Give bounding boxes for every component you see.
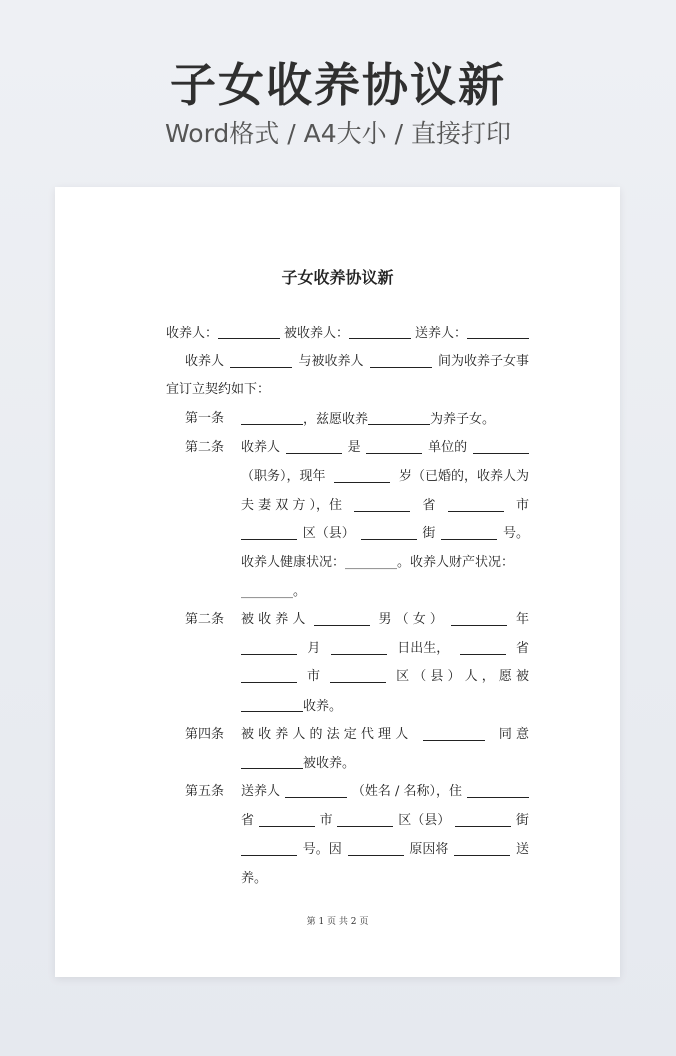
article-3-line-1: 被 收 养 人 男 （ 女 ） 年 xyxy=(241,612,529,627)
blank[interactable] xyxy=(354,497,410,512)
hero-title: 子女收养协议新 xyxy=(170,58,506,112)
blank[interactable] xyxy=(241,841,297,856)
blank[interactable] xyxy=(285,783,347,798)
blank[interactable] xyxy=(368,410,430,425)
blank[interactable] xyxy=(455,812,511,827)
blank[interactable] xyxy=(467,324,529,339)
article-2-line-1: 收养人 是 单位的 xyxy=(241,439,529,457)
parties-sender: 送养人： xyxy=(415,324,529,343)
document-body xyxy=(55,187,620,977)
blank[interactable] xyxy=(348,841,404,856)
blank[interactable] xyxy=(423,726,485,741)
article-5-line-4: 养。 xyxy=(241,871,268,886)
blank[interactable] xyxy=(286,439,342,454)
blank[interactable] xyxy=(241,668,297,683)
blank[interactable] xyxy=(467,783,529,798)
article-3-line-3: 市 区 （ 县 ） 人 ， 愿 被 xyxy=(241,668,529,686)
article-4-line-1: 被 收 养 人 的 法 定 代 理 人 同 意 xyxy=(241,727,529,742)
blank[interactable] xyxy=(451,611,507,626)
hero-subtitle: Word格式 / A4大小 / 直接打印 xyxy=(165,119,511,148)
blank[interactable] xyxy=(366,439,422,454)
article-3-line-4: 收养。 xyxy=(241,697,342,716)
blank[interactable] xyxy=(331,640,387,655)
parties-adopter: 收养人： xyxy=(166,324,280,343)
blank[interactable] xyxy=(314,611,370,626)
blank[interactable] xyxy=(454,841,510,856)
article-5-label: 第五条 xyxy=(185,784,225,799)
article-1-label: 第一条 xyxy=(185,411,225,426)
blank[interactable] xyxy=(241,410,303,425)
blank[interactable] xyxy=(218,324,280,339)
blank[interactable] xyxy=(330,668,386,683)
blank[interactable] xyxy=(473,439,529,454)
article-4-line-2: 被收养。 xyxy=(241,754,355,773)
blank[interactable] xyxy=(460,640,506,655)
article-1-line: ，兹愿收养 为养子女。 xyxy=(241,410,495,429)
document-page xyxy=(55,187,620,977)
blank[interactable] xyxy=(349,324,411,339)
blank[interactable] xyxy=(448,497,504,512)
article-2-line-2: （职务），现年 岁（已婚的，收养人为 xyxy=(241,469,529,484)
blank[interactable] xyxy=(241,640,297,655)
article-2-line-3: 夫 妻 双 方 ），住 省 市 xyxy=(241,498,529,513)
blank[interactable] xyxy=(259,812,315,827)
page-footer: 第 1 页 共 2 页 xyxy=(306,917,369,927)
parties-line xyxy=(166,324,529,343)
article-2-label: 第二条 xyxy=(185,440,225,455)
blank[interactable] xyxy=(241,525,297,540)
document-title: 子女收养协议新 xyxy=(281,268,394,287)
blank[interactable] xyxy=(230,353,292,368)
blank[interactable] xyxy=(361,525,417,540)
blank[interactable] xyxy=(337,812,393,827)
blank[interactable] xyxy=(241,697,303,712)
blank[interactable] xyxy=(334,468,390,483)
article-5-line-1: 送养人 （姓名 / 名称），住 xyxy=(241,783,529,801)
blank[interactable] xyxy=(441,525,497,540)
blank[interactable] xyxy=(370,353,432,368)
article-2-line-5: 收养人健康状况：________。收养人财产状况： xyxy=(241,555,515,570)
intro-line-1: 收养人 与被收养人 间为收养子女事 xyxy=(185,354,529,369)
article-3-line-2: 月 日出生， 省 xyxy=(241,640,529,658)
article-3-label: 第二条 xyxy=(185,612,225,627)
parties-adoptee: 被收养人： xyxy=(284,324,411,343)
article-2-line-4: 区（县） 街 号。 xyxy=(241,525,529,543)
intro-line-2: 宜订立契约如下： xyxy=(166,382,271,397)
article-5-line-2: 省 市 区（县） 街 xyxy=(241,813,529,828)
blank[interactable] xyxy=(241,754,303,769)
article-4-label: 第四条 xyxy=(185,727,225,742)
article-5-line-3: 号。因 原因将 送 xyxy=(241,841,529,859)
article-2-line-6: ________。 xyxy=(241,584,307,599)
